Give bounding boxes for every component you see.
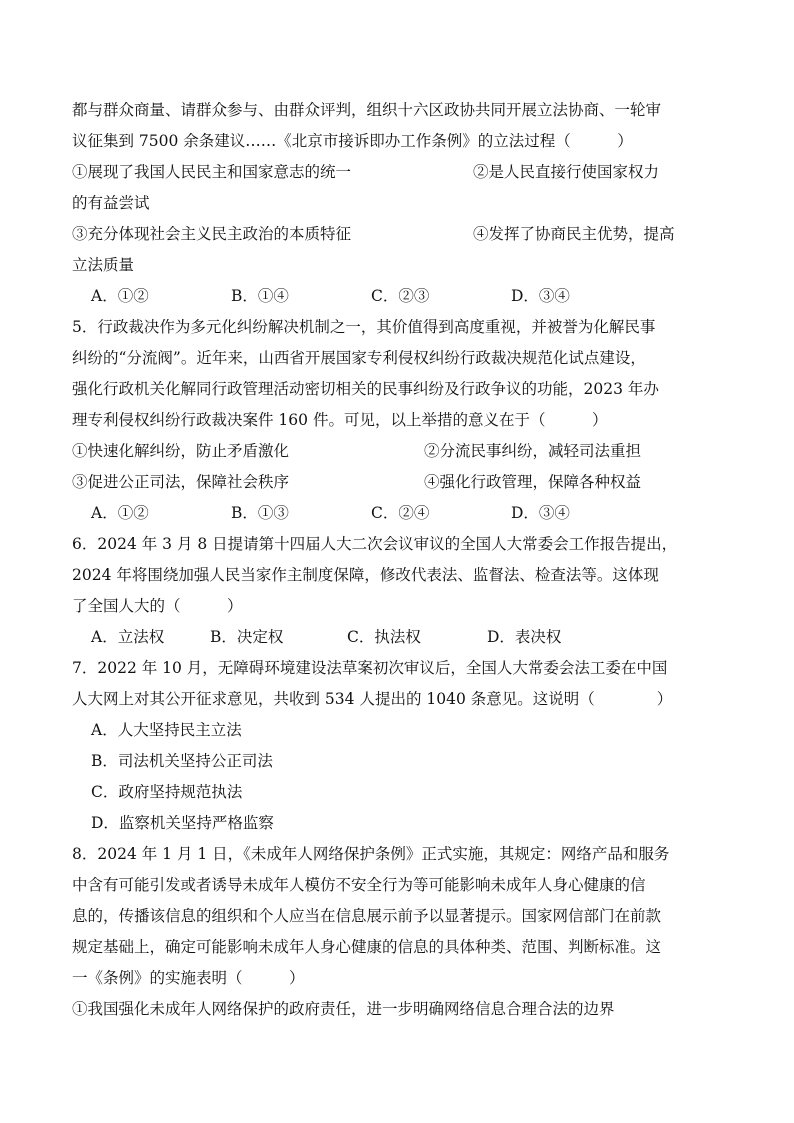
- q8-stem-line: 规定基础上，确定可能影响未成年人身心健康的信息的具体种类、范围、判断标准。这: [72, 938, 662, 956]
- q5-option-d[interactable]: D．③④: [511, 504, 570, 522]
- q4-stem-line: 都与群众商量、请群众参与、由群众评判，组织十六区政协共同开展立法协商、一轮审: [72, 101, 662, 119]
- q5-statement-1: ①快速化解纠纷，防止矛盾激化: [72, 442, 290, 460]
- q5-stem-line: 强化行政机关化解同行政管理活动密切相关的民事纠纷及行政争议的功能，2023 年办: [72, 380, 659, 398]
- q5-options: [72, 498, 692, 529]
- q7-stem-line: 7．2022 年 10 月，无障碍环境建设法草案初次审议后，全国人大常委会法工委在中国: [72, 659, 668, 677]
- q7-option-c[interactable]: C．政府坚持规范执法: [91, 783, 243, 801]
- q5-stem-line: 纠纷的“分流阀”。近年来，山西省开展国家专利侵权纠纷行政裁决规范化试点建设，: [72, 349, 646, 367]
- q6-stem-line: 6．2024 年 3 月 8 日提请第十四届人大二次会议审议的全国人大常委会工作报告提出，: [72, 535, 678, 553]
- q4-statement-4: ④发挥了协商民主优势，提高: [473, 225, 675, 243]
- q4-options: [72, 281, 692, 312]
- q4-option-a[interactable]: A．①②: [91, 287, 149, 305]
- q4-statement-row: [72, 157, 692, 188]
- q4-statement-1: ①展现了我国人民民主和国家意志的统一: [72, 163, 352, 181]
- q5-stem-line: 5．行政裁决作为多元化纠纷解决机制之一，其价值得到高度重视，并被誉为化解民事: [72, 318, 656, 336]
- q5-statement-3: ③促进公正司法，保障社会秩序: [72, 473, 290, 491]
- q7-option-d[interactable]: D．监察机关坚持严格监察: [91, 814, 274, 832]
- q5-statement-2: ②分流民事纠纷，减轻司法重担: [424, 442, 642, 460]
- q8-stem-line: 中含有可能引发或者诱导未成年人模仿不安全行为等可能影响未成年人身心健康的信: [72, 876, 646, 894]
- q4-statement-row: [72, 219, 692, 250]
- q8-stem-line: 一《条例》的实施表明（ ）: [72, 969, 305, 987]
- q4-stem-line: 议征集到 7500 余条建议……《北京市接诉即办工作条例》的立法过程（ ）: [72, 132, 633, 150]
- q7-stem-line: 人大网上对其公开征求意见，共收到 534 人提出的 1040 条意见。这说明（ ）: [72, 690, 673, 708]
- q7-option-a[interactable]: A．人大坚持民主立法: [91, 721, 242, 739]
- q6-options: [72, 622, 692, 653]
- q8-stem-line: 8．2024 年 1 月 1 日，《未成年人网络保护条例》正式实施，其规定：网络产品和服务: [72, 845, 670, 863]
- q5-stem-line: 理专利侵权纠纷行政裁决案件 160 件。可见，以上举措的意义在于（ ）: [72, 411, 608, 429]
- q7-option-b[interactable]: B．司法机关坚持公正司法: [91, 752, 273, 770]
- q6-option-b[interactable]: B．决定权: [210, 628, 284, 646]
- q4-option-b[interactable]: B．①④: [231, 287, 289, 305]
- q8-statement-1: ①我国强化未成年人网络保护的政府责任，进一步明确网络信息合理合法的边界: [72, 1000, 615, 1018]
- q5-statement-4: ④强化行政管理，保障各种权益: [424, 473, 642, 491]
- q4-statement-4-cont: 立法质量: [72, 256, 135, 274]
- q5-statement-row: [72, 436, 692, 467]
- q6-option-a[interactable]: A．立法权: [91, 628, 165, 646]
- q4-statement-2: ②是人民直接行使国家权力: [473, 163, 660, 181]
- q6-stem-line: 2024 年将围绕加强人民当家作主制度保障，修改代表法、监督法、检查法等。这体现: [72, 566, 659, 584]
- q5-statement-row: [72, 467, 692, 498]
- q6-option-c[interactable]: C．执法权: [347, 628, 421, 646]
- q4-option-c[interactable]: C．②③: [371, 287, 430, 305]
- q4-statement-3: ③充分体现社会主义民主政治的本质特征: [72, 225, 352, 243]
- q4-statement-2-cont: 的有益尝试: [72, 194, 150, 212]
- q6-option-d[interactable]: D．表决权: [487, 628, 562, 646]
- question-content: [72, 95, 692, 1025]
- q5-option-b[interactable]: B．①③: [231, 504, 289, 522]
- q5-option-a[interactable]: A．①②: [91, 504, 149, 522]
- q4-option-d[interactable]: D．③④: [511, 287, 570, 305]
- q6-stem-line: 了全国人大的（ ）: [72, 597, 243, 615]
- q8-stem-line: 息的，传播该信息的组织和个人应当在信息展示前予以显著提示。国家网信部门在前款: [72, 907, 662, 925]
- q5-option-c[interactable]: C．②④: [371, 504, 430, 522]
